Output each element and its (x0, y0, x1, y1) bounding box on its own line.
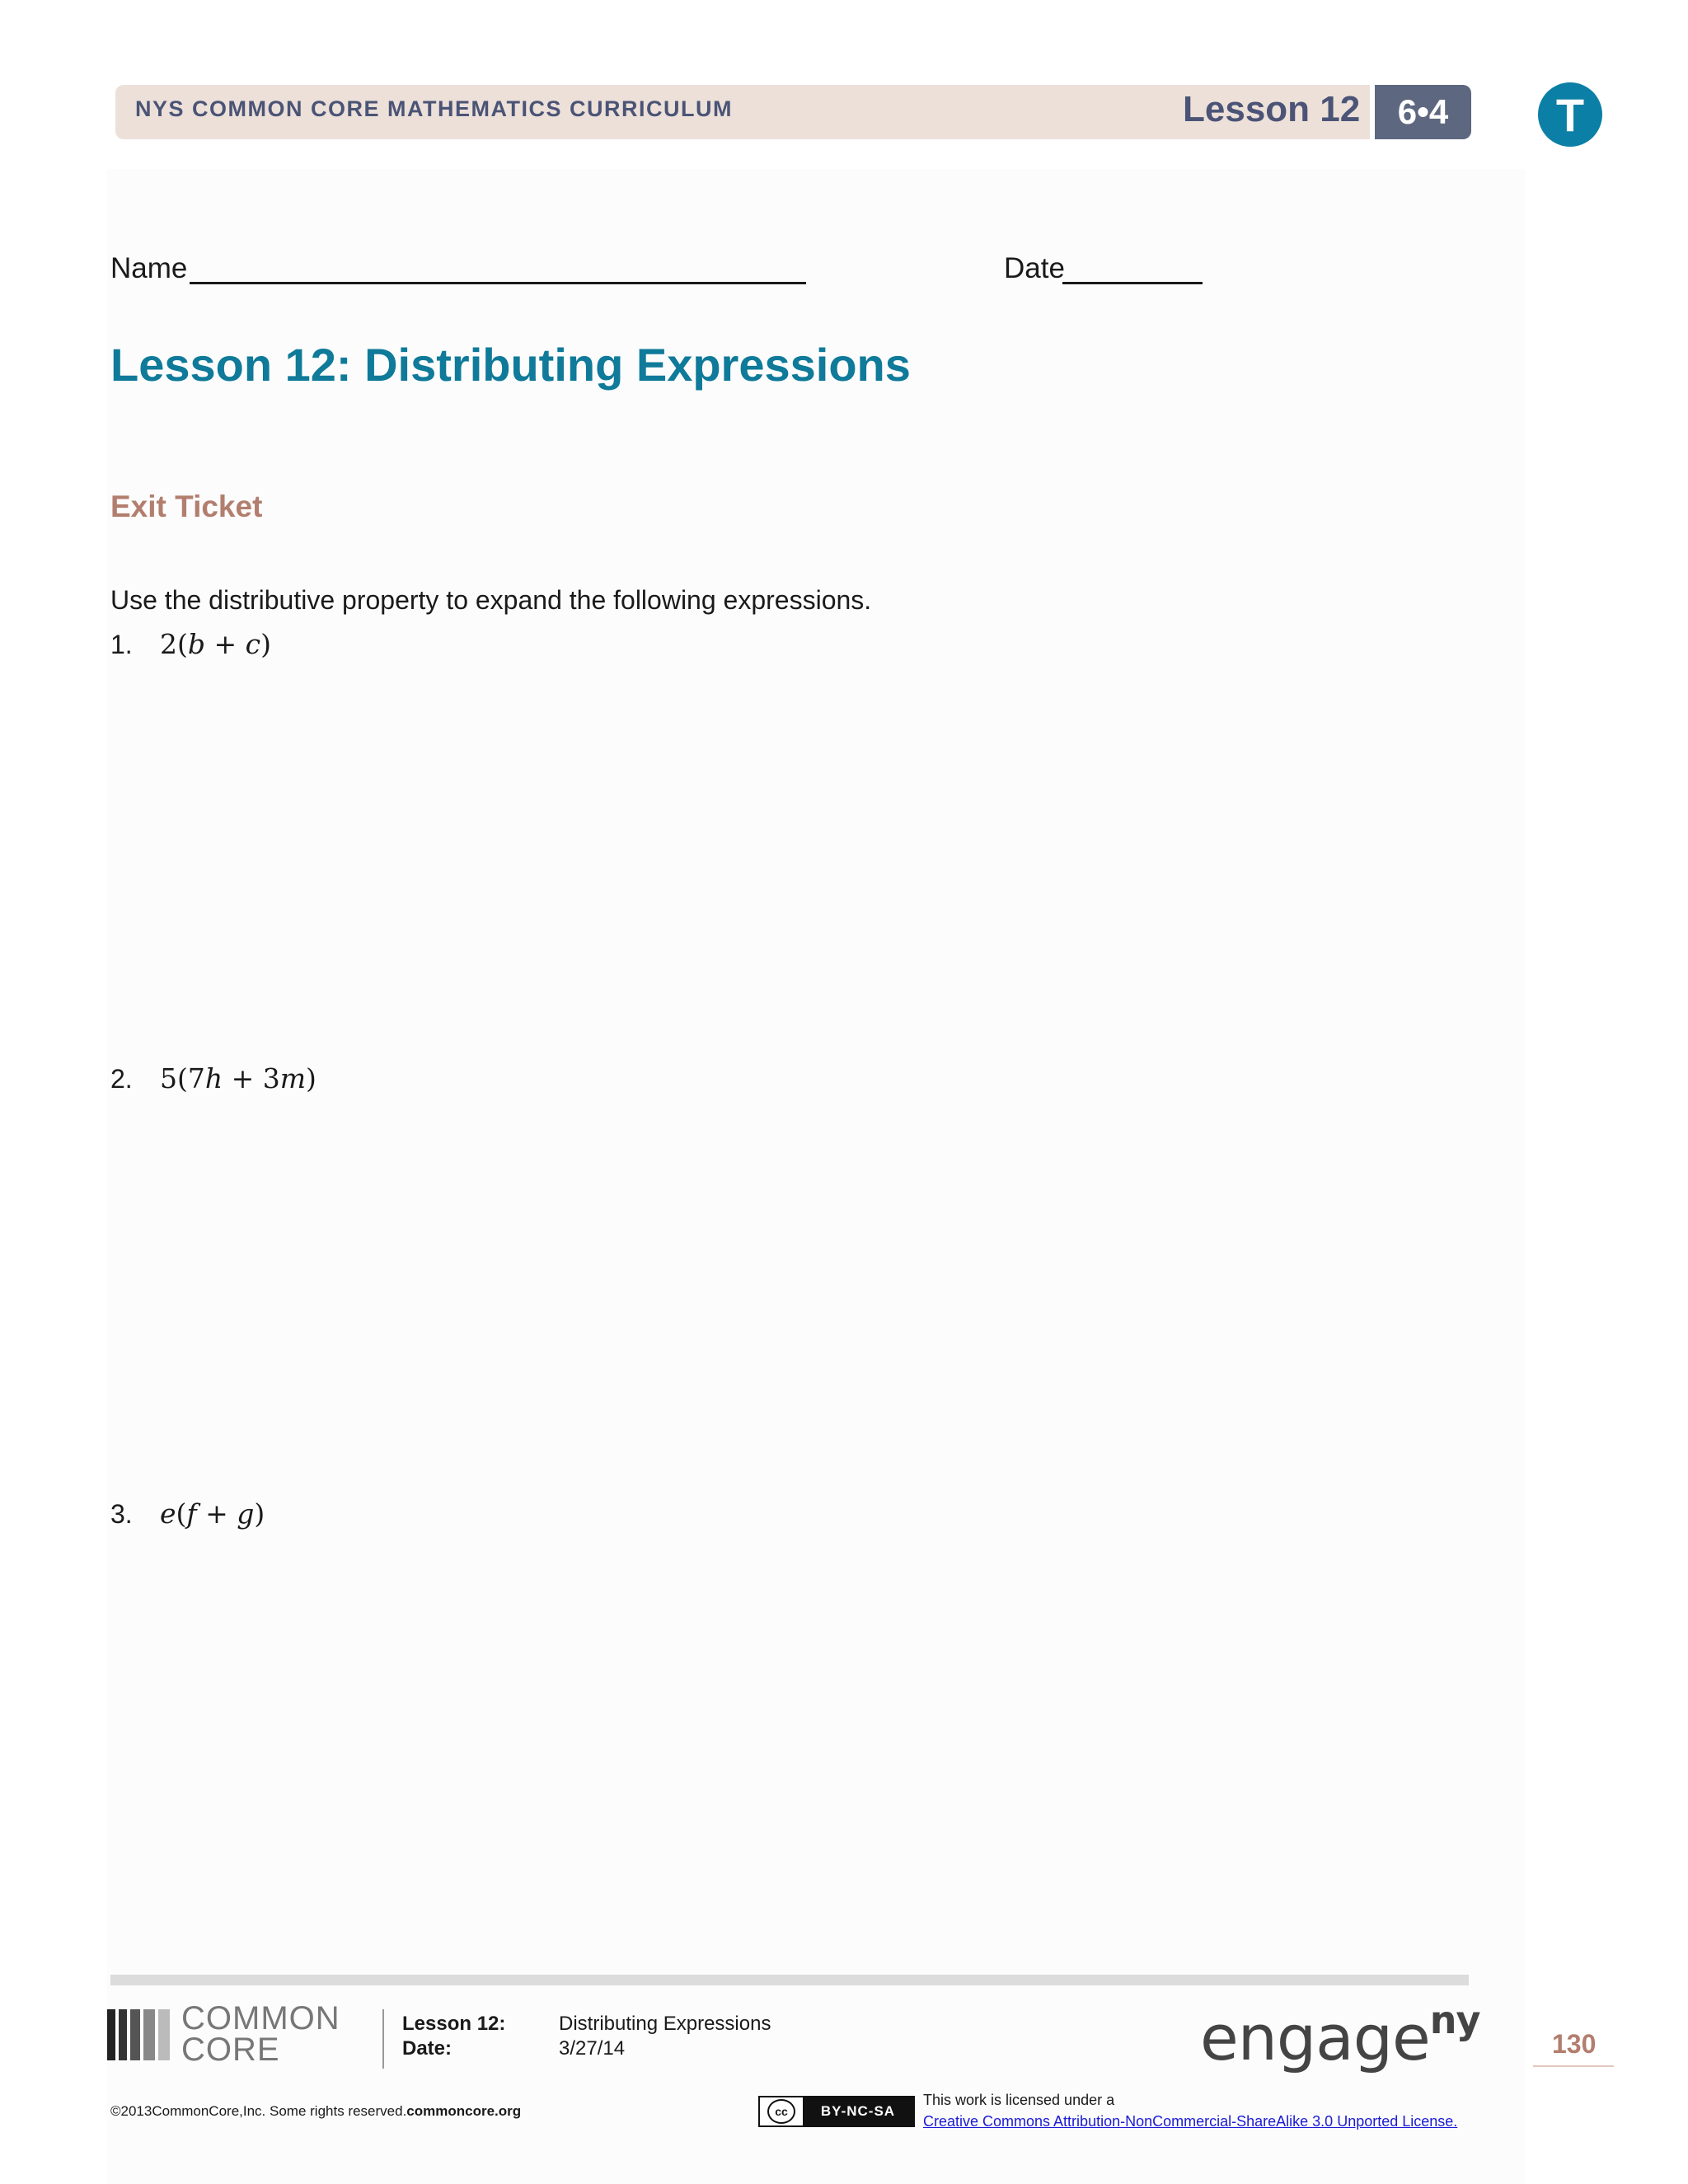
footer-date-label: Date: (402, 2037, 452, 2060)
ny-superscript: ny (1429, 1997, 1480, 2042)
footer-divider (110, 1975, 1469, 1985)
date-label: Date (1004, 252, 1065, 284)
problem-3 (110, 1497, 265, 1530)
cc-mark: cc (767, 2099, 795, 2124)
copyright-site: commoncore.org (406, 2103, 522, 2119)
footer-lesson-value: Distributing Expressions (559, 2013, 771, 2035)
problem-number: 2. (110, 1064, 133, 1094)
problem-number: 3. (110, 1499, 133, 1529)
date-field[interactable] (1062, 282, 1203, 284)
section-heading: Exit Ticket (110, 490, 263, 523)
name-label: Name (110, 252, 188, 284)
curriculum-title: NYS COMMON CORE MATHEMATICS CURRICULUM (135, 96, 733, 121)
common-core-logo-icon (107, 2006, 170, 2062)
cc-terms: BY-NC-SA (803, 2097, 913, 2125)
instructions: Use the distributive property to expand the following expressions. (110, 585, 872, 615)
worksheet-page (107, 169, 1525, 2184)
page-number: 130 (1552, 2029, 1597, 2059)
problem-2 (110, 1062, 316, 1094)
page-title: Lesson 12: Distributing Expressions (110, 339, 911, 391)
footer-date-value: 3/27/14 (559, 2037, 626, 2060)
page-number-underline (1533, 2065, 1614, 2067)
grade-module-badge: 6•4 (1375, 85, 1471, 139)
copyright-notice (110, 2103, 521, 2120)
footer-vertical-divider (382, 2009, 384, 2069)
header-lesson: Lesson 12 (1183, 89, 1361, 129)
common-core-wordmark (181, 2000, 340, 2068)
license-text: This work is licensed under a (923, 2092, 1115, 2108)
engage-wordmark: engage (1200, 2001, 1430, 2074)
problem-expression: 𝑒(𝑓 + 𝑔) (160, 1497, 265, 1530)
problem-expression: 2(𝑏 + 𝑐) (160, 628, 271, 660)
footer-lesson-label: Lesson 12: (402, 2013, 506, 2035)
logo-line-2: CORE (181, 2032, 280, 2068)
problem-1 (110, 628, 271, 660)
copyright-text: ©2013CommonCore,Inc. Some rights reserved. (110, 2103, 407, 2119)
license-link[interactable]: Creative Commons Attribution-NonCommercial-ShareAlike 3.0 Unported License. (923, 2113, 1458, 2130)
name-field[interactable] (190, 282, 806, 284)
problem-number: 1. (110, 630, 133, 659)
creative-commons-badge-icon (758, 2096, 915, 2127)
engageny-logo (1200, 1997, 1480, 2074)
logo-line-1: COMMON (181, 2000, 340, 2036)
teacher-badge-icon: T (1538, 82, 1602, 147)
problem-expression: 5(7ℎ + 3𝑚) (160, 1062, 316, 1094)
